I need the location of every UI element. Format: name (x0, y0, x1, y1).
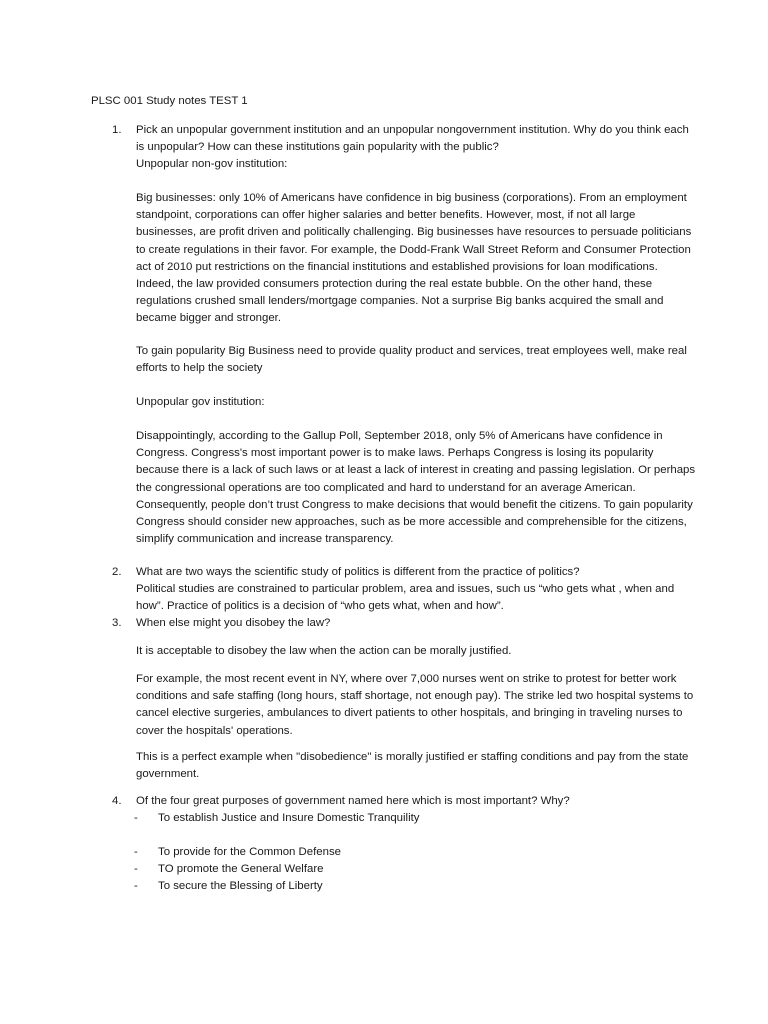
q2-answer: Political studies are constrained to particular problem, area and issues, such us “who gets what , when and how”. Practice of politics is a decision of “who gets what, when and how”. (136, 583, 675, 613)
document-title: PLSC 001 Study notes TEST 1 (91, 95, 248, 107)
q3-question: When else might you disobey the law? (136, 617, 331, 629)
q4-bullet-dash: - (134, 812, 138, 824)
q1-gov-paragraph: Disappointingly, according to the Gallup Poll, September 2018, only 5% of Americans have confidence in Congress. Congress's most important power is to make laws. Perhaps Congress is losing its popularity because there is a lack of such laws or at least a lack of interest in creating and passing legislation. Or perhaps the congressional operations are too complicated and hard to understand for an average American. Consequently, people don’t trust Congress to make decisions that would benefit the citizens. To gain popularity Congress should consider new approaches, such as be more accessible and comprehensible for the citizens, simplify communication and increase transparency. (136, 430, 696, 546)
q4-bullet-dash: - (134, 863, 138, 875)
q1-nongov-heading: Unpopular non-gov institution: (136, 158, 288, 170)
q1-question: Pick an unpopular government institution and an unpopular nongovernment institution. Why do you think each is unpopular? How can these institutions gain popularity with the public? (136, 124, 689, 154)
q3-answer-1: It is acceptable to disobey the law when the action can be morally justified. (136, 645, 512, 657)
q3-answer-2: For example, the most recent event in NY, where over 7,000 nurses went on strike to protest for better work conditions and safe staffing (long hours, staff shortage, not enough pay). The strike led two hospital systems to cancel elective surgeries, ambulances to divert patients to other hospitals, and bringing in traveling nurses to cover the hospitals' operations. (136, 673, 694, 737)
q3-number: 3. (112, 617, 122, 629)
q3-answer-3: This is a perfect example when "disobedience" is morally justified er staffing conditions and pay from the state government. (136, 751, 689, 781)
q4-bullet-4: To secure the Blessing of Liberty (158, 880, 323, 892)
q2-number: 2. (112, 566, 122, 578)
q4-question: Of the four great purposes of government named here which is most important? Why? (136, 795, 570, 807)
q1-gov-heading: Unpopular gov institution: (136, 396, 265, 408)
q4-bullet-1: To establish Justice and Insure Domestic Tranquility (158, 812, 420, 824)
q4-bullet-3: TO promote the General Welfare (158, 863, 324, 875)
q4-number: 4. (112, 795, 122, 807)
q4-bullet-2: To provide for the Common Defense (158, 846, 341, 858)
q2-question: What are two ways the scientific study of politics is different from the practice of politics? (136, 566, 580, 578)
q1-nongov-paragraph: Big businesses: only 10% of Americans have confidence in big business (corporations). From an employment standpoint, corporations can offer higher salaries and better benefits. However, most, if not all large businesses, are profit driven and politically challenging. Big businesses have resources to persuade politicians to create regulations in their favor. For example, the Dodd-Frank Wall Street Reform and Consumer Protection act of 2010 put restrictions on the financial institutions and established provisions for loan modifications. Indeed, the law provided consumers protection during the real estate bubble. On the other hand, these regulations crushed small lenders/mortgage companies. Not a surprise Big banks acquired the small and became bigger and stronger. (136, 192, 692, 325)
q1-nongov-gain: To gain popularity Big Business need to provide quality product and services, treat employees well, make real efforts to help the society (136, 345, 687, 375)
q4-bullet-dash: - (134, 846, 138, 858)
q4-bullet-dash: - (134, 880, 138, 892)
q1-number: 1. (112, 124, 122, 136)
